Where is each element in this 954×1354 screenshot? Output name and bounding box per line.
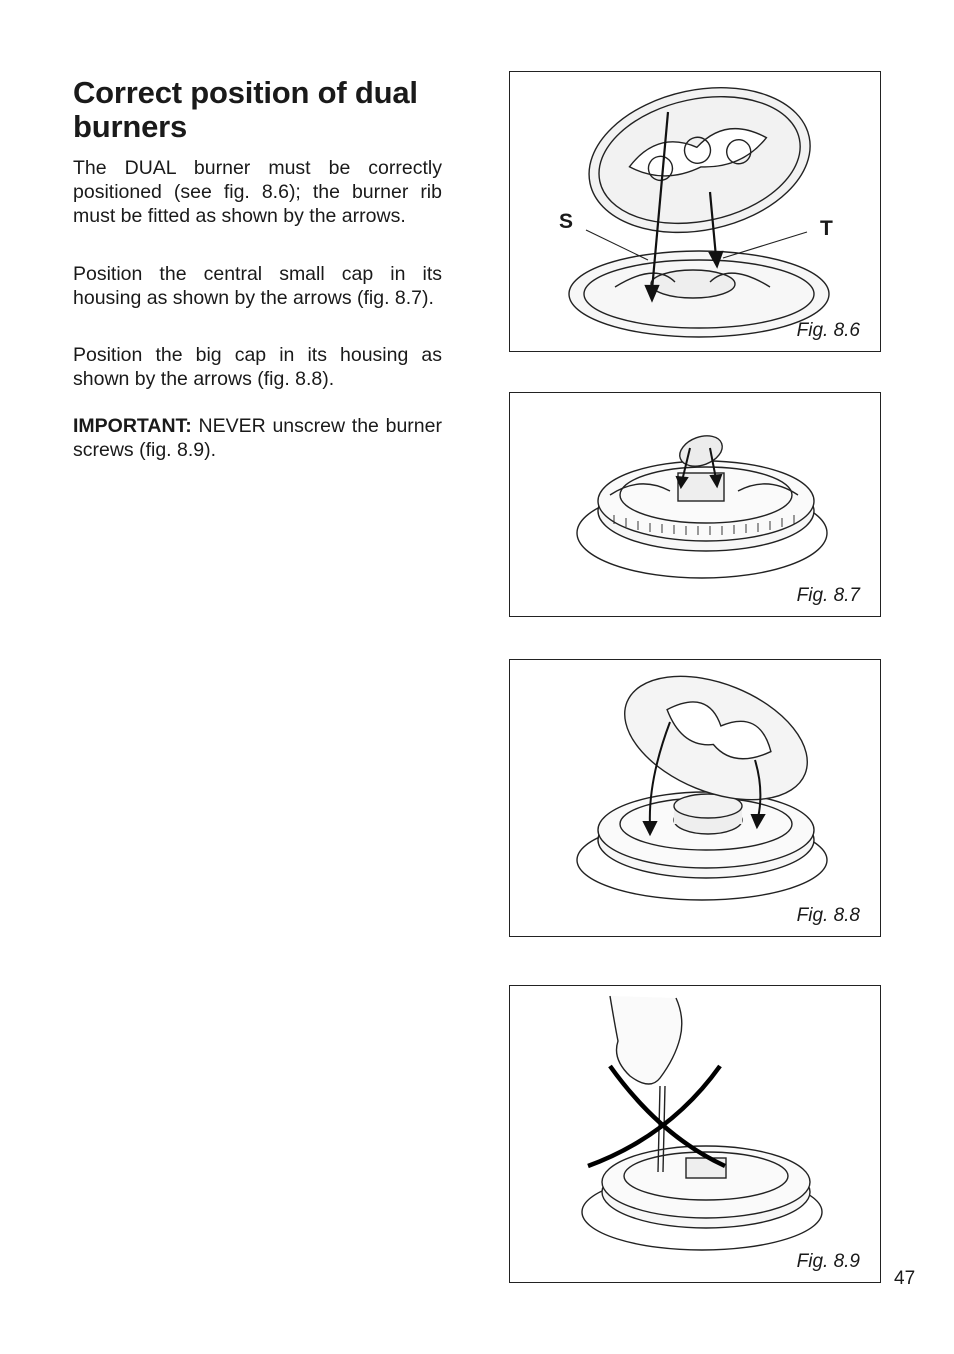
big-cap-illustration	[510, 660, 882, 938]
paragraph-small-cap: Position the central small cap in its housing as shown by the arrows (fig. 8.7).	[73, 263, 442, 309]
figure-8-8	[509, 659, 881, 937]
figure-caption: Fig. 8.7	[796, 585, 860, 606]
do-not-unscrew-illustration	[510, 986, 882, 1284]
paragraph-dual-burner: The DUAL burner must be correctly positioned (see fig. 8.6); the burner rib must be fitted as shown by the arrows.	[73, 157, 442, 227]
figure-caption: Fig. 8.9	[796, 1251, 860, 1272]
figure-caption: Fig. 8.8	[796, 905, 860, 926]
page-number: 47	[894, 1268, 916, 1289]
figure-8-9	[509, 985, 881, 1283]
label-s: S	[559, 210, 574, 233]
figure-8-7	[509, 392, 881, 617]
important-text: NEVER unscrew the burner screws (fig. 8.9).	[73, 415, 442, 461]
page-title: Correct position of dual burners	[73, 75, 418, 144]
paragraph-important	[73, 414, 442, 462]
important-label: IMPORTANT:	[73, 415, 192, 437]
figure-8-6	[509, 71, 881, 352]
paragraph-big-cap: Position the big cap in its housing as shown by the arrows (fig. 8.8).	[73, 344, 442, 390]
figure-caption: Fig. 8.6	[796, 320, 860, 341]
label-t: T	[820, 217, 833, 240]
